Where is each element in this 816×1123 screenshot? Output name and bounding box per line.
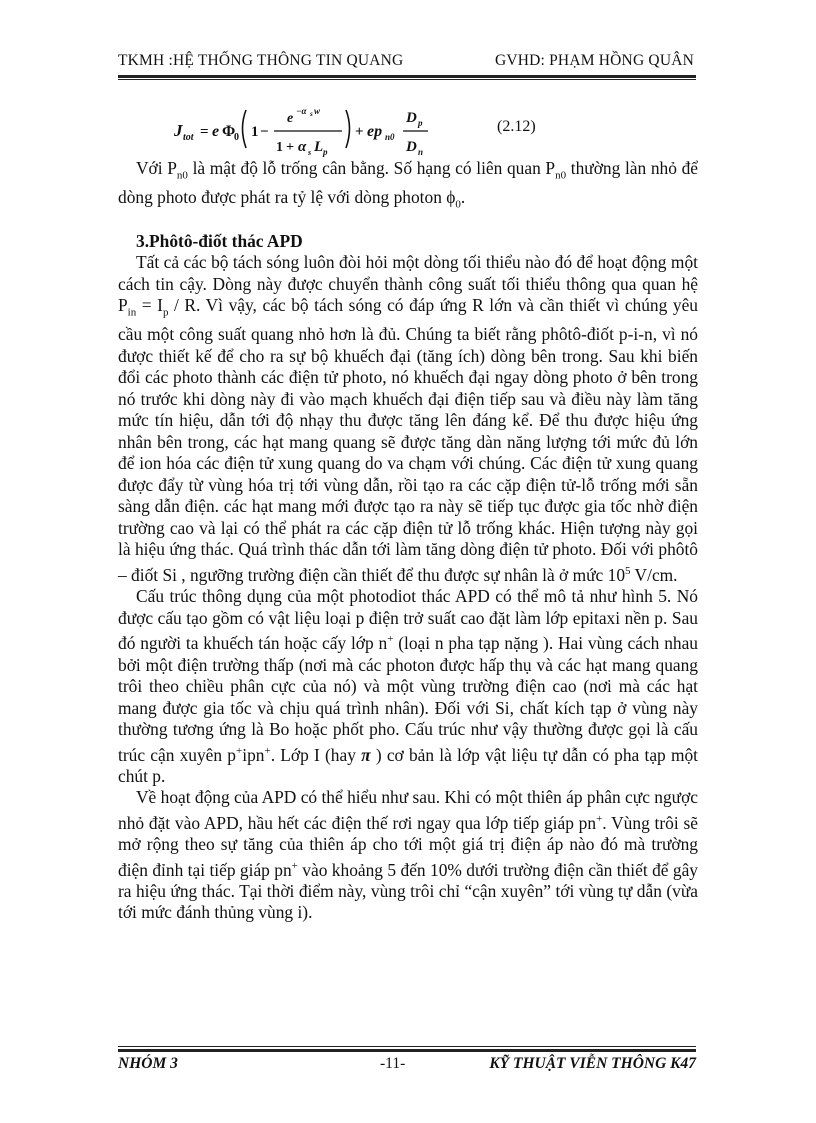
svg-text:+: +: [286, 140, 294, 155]
svg-text:w: w: [314, 106, 321, 116]
svg-text:D: D: [406, 139, 417, 155]
svg-text:D: D: [406, 110, 417, 126]
course-title: TKMH :HỆ THỐNG THÔNG TIN QUANG: [118, 52, 404, 69]
svg-text:−α: −α: [296, 106, 307, 116]
svg-text:−: −: [260, 124, 269, 140]
paragraph-intro: Với $P_{n0}$ là mật độ lỗ trống cân bằng. Số hạng có liên quan $P_{n0}$ thường làn nhỏ để dòng photo được phát ra tỷ lệ với dòng photon $\phi_0$.: [118, 158, 698, 211]
svg-text:ep: ep: [367, 123, 383, 140]
header-rule-thin: [118, 79, 696, 80]
equation-2-12: [172, 98, 602, 160]
document-body: [118, 158, 698, 924]
header-rule: [118, 75, 696, 78]
footer-rule: [118, 1049, 696, 1052]
svg-text:+: +: [355, 124, 364, 140]
page-number: -11-: [380, 1055, 406, 1072]
instructor: GVHD: PHẠM HỒNG QUÂN: [494, 52, 694, 69]
svg-text:n: n: [418, 147, 424, 157]
svg-text:α: α: [298, 139, 307, 155]
svg-text:e: e: [212, 123, 220, 140]
footer-rule-thin: [118, 1046, 696, 1047]
svg-text:1: 1: [251, 124, 259, 140]
svg-text:1: 1: [276, 140, 283, 155]
page-header: [118, 52, 694, 74]
equation-number: (2.12): [497, 118, 536, 135]
page-footer: [118, 1055, 696, 1077]
svg-text:L: L: [314, 139, 324, 155]
svg-text:=: =: [200, 124, 209, 140]
svg-text:0: 0: [234, 132, 239, 143]
paragraph-apd-principle: Tất cả các bộ tách sóng luôn đòi hỏi một dòng tối thiểu nào đó để hoạt động một cách tin cậy. Dòng này được chuyển thành công suất tối thiểu thông qua quan hệ $P_{in} = I_p / R$. Vì vậy, các bộ tách sóng có đáp ứng R lớn và cần thiết vì chúng yêu cầu một công suất quang nhỏ hơn là đủ. Chúng ta biết rằng phôtô-điốt p-i-n, vì nó được thiết kế để cho ra sự bộ khuếch đại (tăng ích) dòng bên trong. Sau khi biến đổi các photo thành các điện tử photo, nó khuếch đại ngay dòng photo ở bên trong nó trước khi dòng này đi vào mạch khuếch đại điện tiếp sau và điều này làm tăng mức tín hiệu, dẫn tới độ nhạy thu được tăng lên đáng kể. Để thu được hiệu ứng nhân bên trong, các hạt mang quang sẽ được tăng dàn năng lượng tới mức đủ lớn để ion hóa các điện tử xung quang do va chạm với chúng. Các điện tử xung quang được đẩy từ vùng hóa trị tới vùng dẫn, rồi tạo ra các cặp điện tử-lỗ trống mới sẵn sàng dẫn điện. các hạt mang mới được tạo ra này sẽ tiếp tục được gia tốc nhờ điện trường cao và lại có thể phát ra các cặp điện tử lỗ trống khác. Hiện tượng này gọi là hiệu ứng thác. Quá trình thác dẫn tới làm tăng dòng điện tử photo. Đối với phôtô – điốt Si , ngưỡng trường điện cần thiết để thu được sự nhân là ở mức $10^5$ V/cm.: [118, 252, 698, 585]
paragraph-apd-operation: Về hoạt động của APD có thể hiểu như sau. Khi có một thiên áp phân cực ngược nhỏ đặt vào APD, hầu hết các điện thế rơi ngay qua lớp tiếp giáp pn+. Vùng trôi sẽ mở rộng theo sự tăng của thiên áp cho tới một giá trị điện áp nào đó mà trường điện đỉnh tại tiếp giáp pn+ vào khoảng 5 đến 10% dưới trường điện cần thiết để gây ra hiệu ứng thác. Tại thời điểm này, vùng trôi chỉ “cận xuyên” tới vùng tự dẫn (vừa tới mức đánh thủng vùng i).: [118, 787, 699, 923]
paragraph-apd-structure: Cấu trúc thông dụng của một photodiot thác APD có thể mô tả như hình 5. Nó được cấu tạo gồm có vật liệu loại p điện trở suất cao đặt làm lớp epitaxi nền p. Sau đó người ta khuếch tán hoặc cấy lớp n+ (loại n pha tạp nặng ). Hai vùng cách nhau bởi một điện trường thấp (nơi mà các photon được hấp thụ và các hạt mang quang trôi theo chiều phân cực của nó) và một vùng trường điện cao (nơi mà các hạt mang được gia tốc và chịu quá trình nhân). Đối với Si, chất kích tạp ở vùng này thường tương ứng là Bo hoặc phốt pho. Cấu trúc như vậy thường được gọi là cấu trúc cận xuyên p+ipn+. Lớp I (hay π ) cơ bản là lớp vật liệu tự dẫn có pha tạp một chút p.: [118, 586, 698, 786]
svg-text:Φ: Φ: [222, 123, 236, 140]
section-heading: 3.Phôtô-điốt thác APD: [136, 230, 303, 251]
svg-text:s: s: [310, 110, 313, 118]
group-name: NHÓM 3: [118, 1055, 178, 1072]
svg-text:tot: tot: [183, 132, 194, 143]
svg-text:p: p: [323, 147, 328, 157]
svg-text:p: p: [418, 118, 423, 128]
svg-text:J: J: [174, 121, 183, 140]
svg-text:s: s: [308, 148, 312, 157]
class-name: KỸ THUẬT VIỄN THÔNG K47: [489, 1055, 696, 1072]
svg-text:n0: n0: [385, 132, 395, 142]
svg-text:e: e: [287, 111, 294, 126]
